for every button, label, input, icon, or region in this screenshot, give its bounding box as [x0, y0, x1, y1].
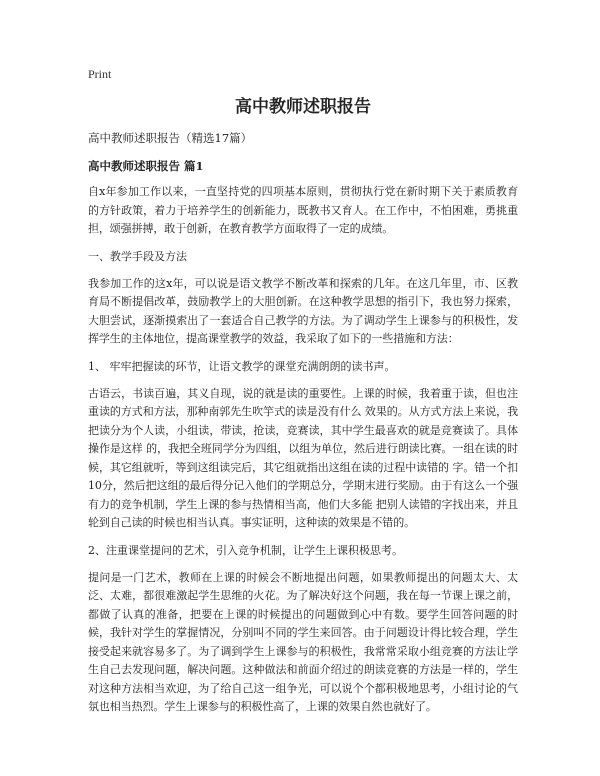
document-page [88, 66, 518, 726]
document-title: 高中教师述职报告 [235, 97, 371, 117]
section-title: 高中教师述职报告 篇1 [88, 159, 204, 173]
point-1-heading: 1、 牢牢把握读的环节，让语文教学的课堂充满朗朗的读书声。 [88, 359, 396, 373]
subheading-teaching-methods: 一、教学手段及方法 [88, 249, 187, 263]
point-1-paragraph: 古语云，书读百遍，其义自现，说的就是读的重要性。上课的时候，我着重于读，但也注重读的方式和方法，那种南郭先生吹竽式的读是没有什么 效果的。从方式方法上来说，我把读分为个人读，小组读，带读，抢读，竞赛读，其中学生最喜欢的就是竞赛读了。具体操作是这样 的，我把全班同学分为四组，以组为单位，然后进行朗读比赛。一组在读的时候，其它组就听，等到这组读完后，其它组就指出这组在读的过程中读错的 字。错一个扣10分，然后把这组的最后得分记入他们的学期总分，学期末进行奖励。由于有这么一个强有力的竞争机制，学生上课的参与热情相当高，他们大多能 把别人读错的字找出来，并且轮到自己读的时候也相当认真。事实证明，这种读的效果是不错的。 [88, 386, 518, 529]
document-subtitle: 高中教师述职报告（精选17篇） [88, 131, 253, 145]
teaching-methods-paragraph: 我参加工作的这x年，可以说是语文教学不断改革和探索的几年。在这几年里，市、区教育局不断提倡改革，鼓励教学上的大胆创新。在这种教学思想的指引下，我也努力探索，大胆尝试，逐渐摸索出了一套适合自己教学的方法。为了调动学生上课参与的积极性，发挥学生的主体地位，提高课堂教学的效益，我采取了如下的一些措施和方法： [88, 276, 518, 345]
print-label: Print [88, 67, 112, 81]
point-2-paragraph: 提问是一门艺术，教师在上课的时候会不断地提出问题，如果教师提出的问题太大、太泛、太难，都很难激起学生思维的火花。为了解决好这个问题，我在每一节课上课之前，都做了认真的准备，把要在上课的时候提出的问题做到心中有数。要学生回答问题的时候，我针对学生的掌握情况，分别叫不同的学生来回答。由于问题设计得比较合理，学生接受起来就容易多了。为了调到学生上课参与的积极性，我常常采取小组竞赛的方法让学生自己去发现问题，解决问题。这种做法和前面介绍过的朗读竞赛的方法是一样的，学生对这种方法相当欢迎，为了给自己这一组争光，可以说个个都积极地思考，小组讨论的气氛也相当热烈。学生上课参与的积极性高了，上课的效果自然也就好了。 [88, 570, 518, 713]
point-2-heading: 2、注重课堂提问的艺术，引入竞争机制，让学生上课积极思考。 [88, 543, 403, 557]
intro-paragraph: 自x年参加工作以来，一直坚持党的四项基本原则，贯彻执行党在新时期下关于素质教育的方针政策，着力于培养学生的创新能力，既教书又育人。在工作中，不怕困难，勇挑重担，颂强拼搏，敢于创新，在教育教学方面取得了一定的成绩。 [88, 185, 518, 235]
